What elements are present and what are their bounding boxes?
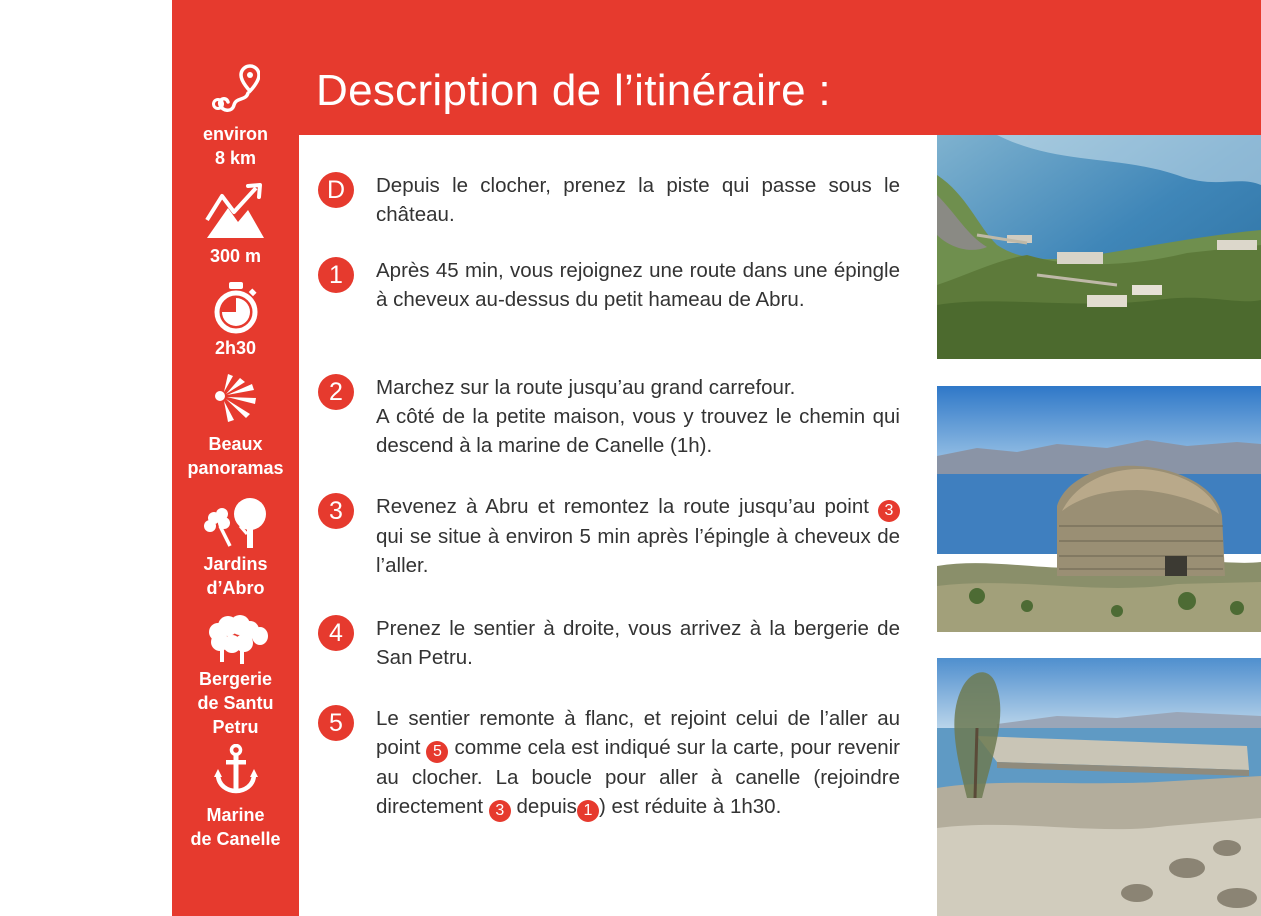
step-text: Le sentier remonte à flanc, et rejoint celui de l’aller au point 5 comme cela est indiqué sur la carte, pour revenir au clocher. La boucle pour aller à canelle (rejoindre directement 3 depuis 1 ) est réduite à 1h30. [376,704,900,822]
garden-trees-icon [200,496,272,550]
step-text: Revenez à Abru et remontez la route jusqu’au point 3 qui se situe à environ 5 min après l’épingle à cheveux de l’aller. [376,495,900,577]
marina-label: Marine de Canelle [190,805,281,849]
panorama-view-icon [212,372,260,424]
route-pin-icon [212,62,260,122]
left-margin [0,0,172,916]
elevation-label: 300 m [209,246,262,266]
inline-point-marker: 5 [426,741,448,763]
step-text [376,373,900,460]
inline-point-marker: 3 [489,800,511,822]
mountain-elevation-icon [204,182,266,240]
step-text-line: A côté de la petite maison, vous y trouvez le chemin qui descend à la marine de Canelle (1h). [376,405,900,457]
sidebar [172,0,299,916]
marina-jetty-photo [937,658,1261,916]
inline-point-marker: 3 [878,500,900,522]
step-marker: 4 [318,615,354,651]
panoramas-label: Beaux panoramas [187,434,284,478]
step-text: Depuis le clocher, prenez la piste qui passe sous le château. [376,174,900,226]
anchor-icon [214,744,258,796]
duration-label: 2h30 [214,338,257,358]
gardens-label: Jardins d’Abro [203,554,268,598]
step-marker: D [318,172,354,208]
inline-point-marker: 1 [577,800,599,822]
distance-label: environ 8 km [202,124,268,168]
step-text: Prenez le sentier à droite, vous arrivez à la bergerie de San Petru. [376,617,900,669]
stopwatch-icon [212,280,260,336]
step-marker: 1 [318,257,354,293]
step-marker: 3 [318,493,354,529]
step-text-line: Marchez sur la route jusqu’au grand carrefour. [376,376,796,399]
coastal-hamlet-photo [937,135,1261,359]
step-marker: 5 [318,705,354,741]
step-marker: 2 [318,374,354,410]
sheep-icon [206,614,270,666]
sheepfold-label: Bergerie de Santu Petru [197,669,274,737]
step-text: Après 45 min, vous rejoignez une route dans une épingle à cheveux au-dessus du petit hameau de Abru. [376,259,900,311]
page-title: Description de l’itinéraire : [316,66,831,115]
stone-sheepfold-photo [937,386,1261,632]
